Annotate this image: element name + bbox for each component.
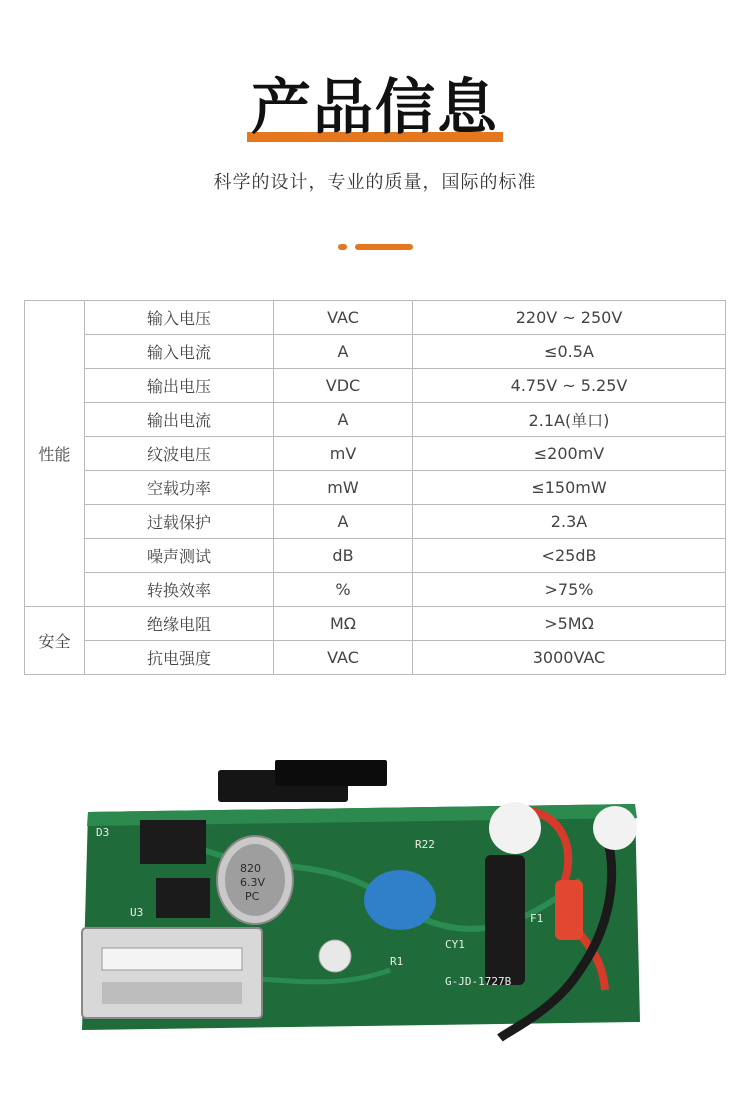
param-unit: dB	[274, 539, 413, 573]
spec-table	[24, 300, 726, 675]
ic-chip	[156, 878, 210, 918]
param-name: 空载功率	[85, 471, 274, 505]
param-name: 输入电压	[85, 301, 274, 335]
param-value: 2.1A(单口)	[413, 403, 726, 437]
silkscreen-label: U3	[130, 906, 144, 919]
param-value: 220V ~ 250V	[413, 301, 726, 335]
param-unit: VAC	[274, 301, 413, 335]
param-value: ≤0.5A	[413, 335, 726, 369]
table-row	[25, 301, 726, 335]
wire-insulation	[489, 802, 541, 854]
param-value: ≤150mW	[413, 471, 726, 505]
param-unit: MΩ	[274, 607, 413, 641]
param-name: 转换效率	[85, 573, 274, 607]
silkscreen-label: G-JD-1727B	[445, 975, 512, 988]
silkscreen-label: F1	[530, 912, 544, 925]
silkscreen-label: D3	[96, 826, 110, 839]
param-value: <25dB	[413, 539, 726, 573]
blue-y-capacitor	[364, 870, 436, 930]
param-name: 噪声测试	[85, 539, 274, 573]
param-value: 2.3A	[413, 505, 726, 539]
table-row	[25, 437, 726, 471]
usb-port	[82, 928, 262, 1018]
param-unit: A	[274, 505, 413, 539]
param-unit: VDC	[274, 369, 413, 403]
param-unit: VAC	[274, 641, 413, 675]
param-name: 抗电强度	[85, 641, 274, 675]
ic-chip	[140, 820, 206, 864]
table-row	[25, 573, 726, 607]
housing-top	[275, 760, 387, 786]
table-row	[25, 505, 726, 539]
divider-line	[355, 244, 413, 250]
inductor	[485, 855, 525, 985]
table-row	[25, 607, 726, 641]
param-name: 过载保护	[85, 505, 274, 539]
group-label-safety: 安全	[25, 607, 85, 675]
capacitor-label: PC	[245, 890, 260, 903]
param-value: >75%	[413, 573, 726, 607]
param-value: ≤200mV	[413, 437, 726, 471]
param-value: >5MΩ	[413, 607, 726, 641]
param-unit: A	[274, 403, 413, 437]
param-name: 输出电流	[85, 403, 274, 437]
table-row	[25, 539, 726, 573]
param-name: 输出电压	[85, 369, 274, 403]
silkscreen-label: CY1	[445, 938, 465, 951]
usb-port-tongue	[102, 948, 242, 970]
param-value: 4.75V ~ 5.25V	[413, 369, 726, 403]
wire-sleeve	[555, 880, 583, 940]
title-wrap	[0, 72, 750, 144]
param-name: 纹波电压	[85, 437, 274, 471]
usb-port-inner	[102, 982, 242, 1004]
capacitor-label: 6.3V	[240, 876, 266, 889]
param-unit: mV	[274, 437, 413, 471]
silkscreen-label: R22	[415, 838, 435, 851]
capacitor-label: 820	[240, 862, 261, 875]
page-title	[247, 72, 503, 144]
page-title-text: 产品信息	[251, 73, 499, 143]
group-label-performance: 性能	[25, 301, 85, 607]
silkscreen-label: R1	[390, 955, 404, 968]
led	[319, 940, 351, 972]
table-row	[25, 335, 726, 369]
param-unit: %	[274, 573, 413, 607]
param-name: 绝缘电阻	[85, 607, 274, 641]
divider-dot	[338, 244, 347, 250]
table-row	[25, 471, 726, 505]
param-value: 3000VAC	[413, 641, 726, 675]
table-row	[25, 641, 726, 675]
param-unit: mW	[274, 471, 413, 505]
table-row	[25, 403, 726, 437]
table-row	[25, 369, 726, 403]
product-photo	[60, 760, 700, 1050]
param-unit: A	[274, 335, 413, 369]
wire-insulation	[593, 806, 637, 850]
pcb-board-illustration	[60, 760, 700, 1050]
page-subtitle: 科学的设计，专业的质量，国际的标准	[213, 172, 537, 193]
param-name: 输入电流	[85, 335, 274, 369]
